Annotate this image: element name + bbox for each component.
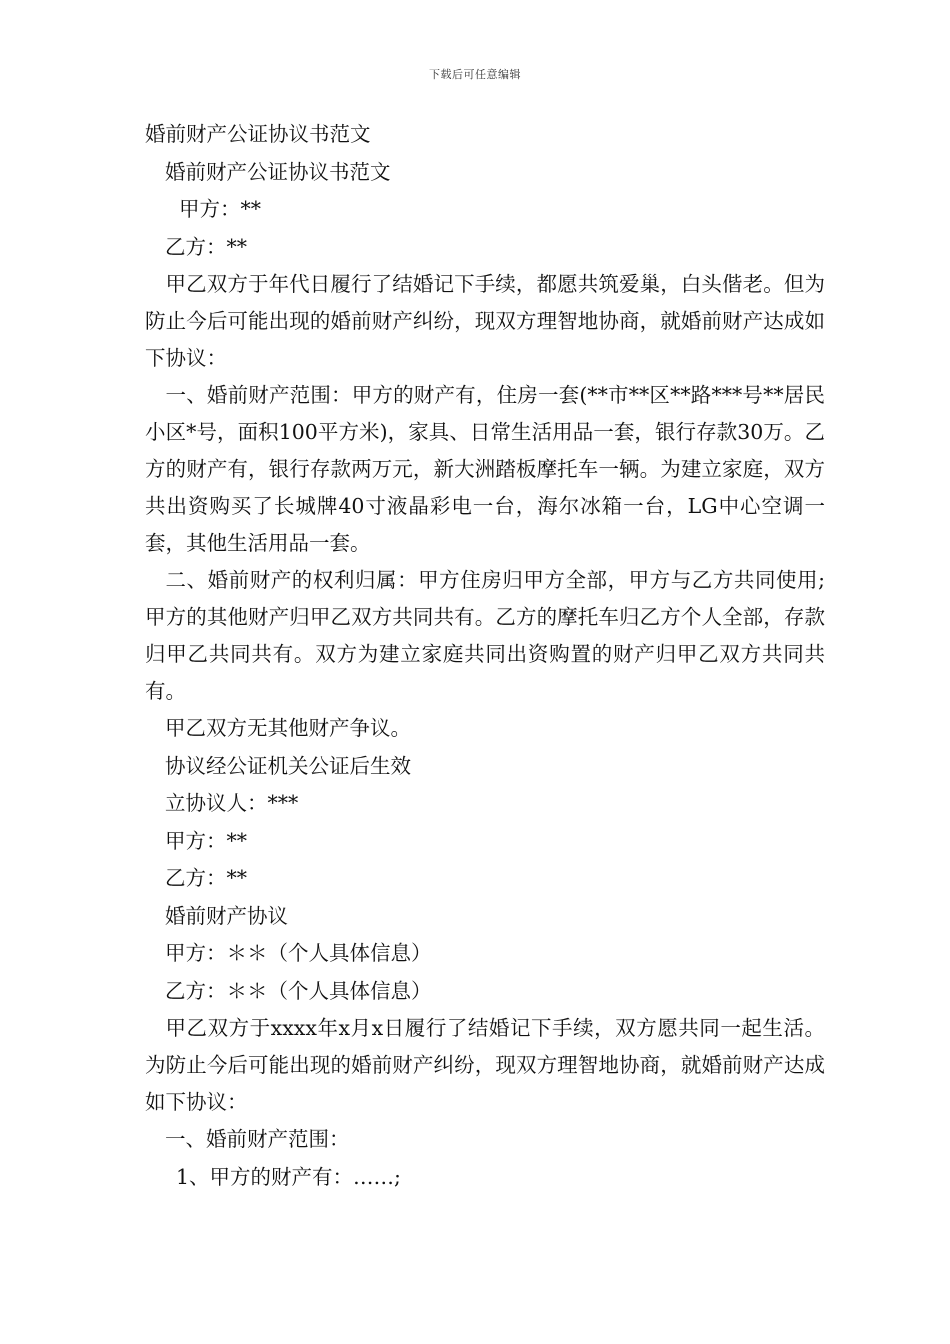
party-b-info-line: 乙方：＊＊（个人具体信息） xyxy=(165,978,432,1003)
party-a-line: 甲方：** xyxy=(179,197,261,221)
effective-line: 协议经公证机关公证后生效 xyxy=(165,753,411,778)
section-1-2-heading: 一、婚前财产范围： xyxy=(165,1127,350,1151)
sign-party-a-line: 甲方：** xyxy=(165,828,247,853)
intro-paragraph: 甲乙双方于年代日履行了结婚记下手续，都愿共筑爱巢，白头偕老。但为防止今后可能出现的婚前财产纠纷，现双方理智地协商，就婚前财产达成如下协议： xyxy=(145,272,825,370)
document-title: 婚前财产公证协议书范文 xyxy=(145,122,371,146)
agreement-title: 婚前财产协议 xyxy=(165,903,288,928)
intro-2-paragraph: 甲乙双方于xxxx年x月x日履行了结婚记下手续，双方愿共同一起生活。为防止今后可能出现的婚前财产纠纷，现双方理智地协商，就婚前财产达成如下协议： xyxy=(145,1016,825,1114)
section-1-paragraph: 一、婚前财产范围：甲方的财产有，住房一套(**市**区**路***号**居民小区*号，面积100平方米)，家具、日常生活用品一套，银行存款30万。乙方的财产有，银行存款两万元，新大洲踏板摩托车一辆。为建立家庭，双方共出资购买了长城牌40寸液晶彩电一台，海尔冰箱一台，LG中心空调一套，其他生活用品一套。 xyxy=(145,383,825,555)
sign-party-b-line: 乙方：** xyxy=(165,866,247,890)
document-subtitle: 婚前财产公证协议书范文 xyxy=(165,159,391,184)
signer-line: 立协议人：*** xyxy=(165,791,299,815)
document-body xyxy=(145,116,825,1196)
no-dispute-line: 甲乙双方无其他财产争议。 xyxy=(165,716,411,740)
page-header-note: 下载后可任意编辑 xyxy=(429,68,521,81)
party-a-info-line: 甲方：＊＊（个人具体信息） xyxy=(165,941,432,965)
section-2-paragraph: 二、婚前财产的权利归属：甲方住房归甲方全部，甲方与乙方共同使用;甲方的其他财产归甲乙双方共同共有。乙方的摩托车归乙方个人全部，存款归甲乙共同共有。双方为建立家庭共同出资购置的财产归甲乙双方共同共有。 xyxy=(145,568,825,703)
item-1-line: 1、甲方的财产有：……; xyxy=(176,1164,401,1189)
party-b-line: 乙方：** xyxy=(165,234,247,259)
